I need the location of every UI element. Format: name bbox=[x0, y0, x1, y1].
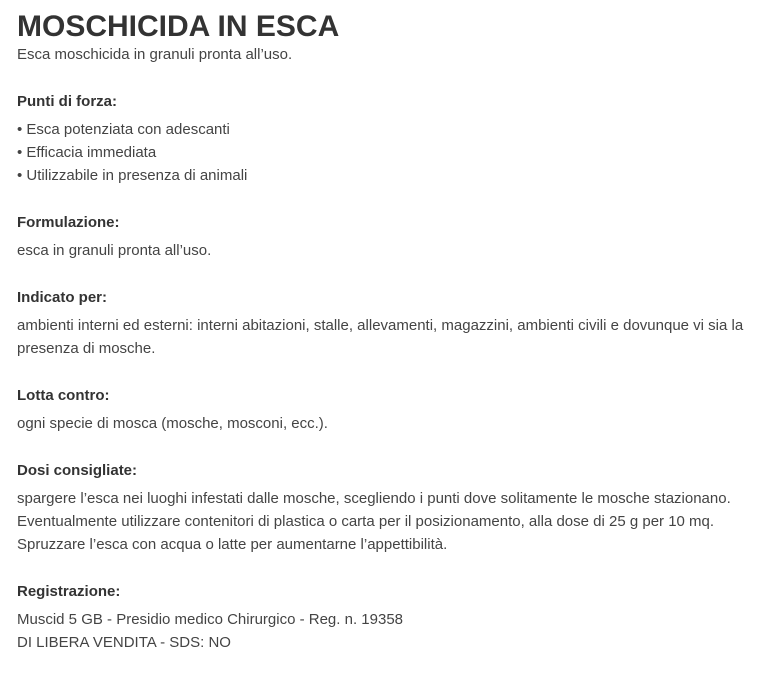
section-heading: Lotta contro: bbox=[17, 387, 110, 404]
text-line: DI LIBERA VENDITA - SDS: NO bbox=[17, 634, 231, 651]
text-line: Muscid 5 GB - Presidio medico Chirurgico - Reg. n. 19358 bbox=[17, 611, 404, 628]
section-text: ambienti interni ed esterni: interni abitazioni, stalle, allevamenti, magazzini, ambienti civili e dovunque vi sia la presenza di mosche. bbox=[17, 317, 744, 357]
section-formulation bbox=[17, 213, 777, 262]
section-text: esca in granuli pronta all’uso. bbox=[17, 242, 212, 259]
section-registration bbox=[17, 582, 777, 654]
section-fights-against bbox=[17, 386, 777, 435]
section-text bbox=[17, 608, 767, 654]
strengths-list bbox=[17, 118, 777, 187]
list-item: • Efficacia immediata bbox=[17, 144, 157, 161]
section-heading: Formulazione: bbox=[17, 214, 120, 231]
product-subtitle: Esca moschicida in granuli pronta all’uso. bbox=[17, 46, 293, 63]
section-heading: Registrazione: bbox=[17, 583, 121, 600]
text-line: Eventualmente utilizzare contenitori di plastica o carta per il posizionamento, alla dose di 25 g per 10 mq. bbox=[17, 513, 715, 530]
section-strengths bbox=[17, 92, 777, 187]
section-text: ogni specie di mosca (mosche, mosconi, ecc.). bbox=[17, 415, 328, 432]
text-line: spargere l’esca nei luoghi infestati dalle mosche, scegliendo i punti dove solitamente le mosche stazionano. bbox=[17, 490, 731, 507]
section-heading: Punti di forza: bbox=[17, 93, 117, 110]
section-heading: Indicato per: bbox=[17, 289, 108, 306]
list-item: • Utilizzabile in presenza di animali bbox=[17, 167, 248, 184]
list-item: • Esca potenziata con adescanti bbox=[17, 121, 230, 138]
product-title: MOSCHICIDA IN ESCA bbox=[17, 10, 340, 43]
text-line: Spruzzare l’esca con acqua o latte per aumentarne l’appettibilità. bbox=[17, 536, 448, 553]
section-indicated-for bbox=[17, 288, 777, 360]
section-text bbox=[17, 487, 767, 556]
section-recommended-doses bbox=[17, 461, 777, 556]
section-heading: Dosi consigliate: bbox=[17, 462, 138, 479]
